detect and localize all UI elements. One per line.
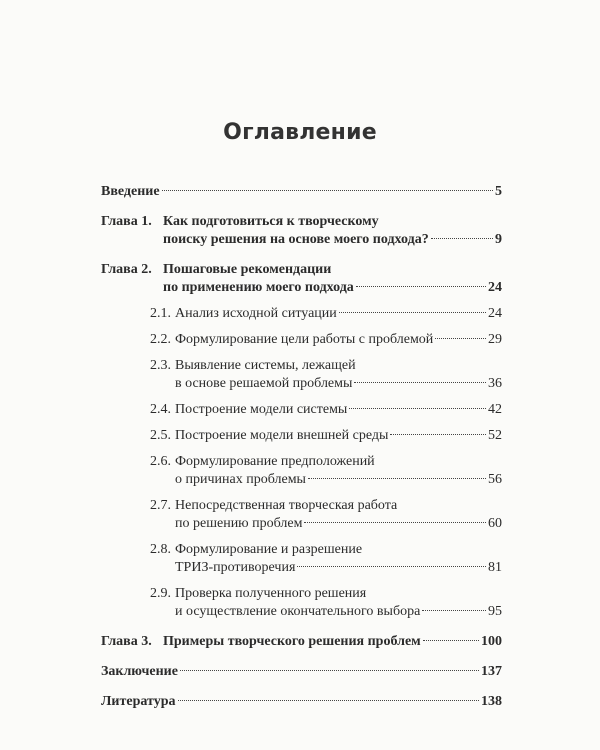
toc-page-number: 5 [495, 184, 502, 199]
toc-entry-section-2-3[interactable] [101, 357, 502, 393]
toc-entry-section-2-4[interactable] [101, 401, 502, 419]
toc-entry-chapter-3[interactable] [101, 633, 502, 651]
toc-entry-section-2-5[interactable] [101, 427, 502, 445]
toc-entry-title-line2: ТРИЗ-противоречия [175, 560, 296, 575]
toc-page-number: 24 [488, 280, 502, 295]
section-number: 2.2. [150, 332, 171, 347]
chapter-number: Глава 2. [101, 262, 152, 277]
toc-entry-title-line2: в основе решаемой проблемы [175, 376, 353, 391]
toc-entry-title: Построение модели внешней среды [175, 428, 389, 443]
toc-entry-section-2-8[interactable] [101, 541, 502, 577]
toc-entry-section-2-1[interactable] [101, 305, 502, 323]
toc-page-number: 81 [488, 560, 502, 575]
dot-leader [423, 640, 479, 641]
section-number: 2.5. [150, 428, 171, 443]
toc-page-number: 56 [488, 472, 502, 487]
table-of-contents [101, 183, 502, 711]
toc-page-number: 29 [488, 332, 502, 347]
dot-leader [180, 670, 479, 671]
toc-entry-title: Формулирование цели работы с проблемой [175, 332, 434, 347]
toc-entry-title-line1: Как подготовиться к творческому [163, 214, 379, 229]
dot-leader [178, 700, 480, 701]
toc-entry-title-line1: Непосредственная творческая работа [175, 498, 398, 513]
toc-entry-title-line1: Пошаговые рекомендации [163, 262, 332, 277]
toc-entry-title-line1: Формулирование и разрешение [175, 542, 363, 557]
dot-leader [297, 566, 486, 567]
toc-entry-title-line2: и осуществление окончательного выбора [175, 604, 421, 619]
toc-entry-title: Введение [101, 184, 160, 199]
toc-entry-section-2-7[interactable] [101, 497, 502, 533]
toc-entry-title: Построение модели системы [175, 402, 348, 417]
dot-leader [304, 522, 486, 523]
dot-leader [339, 312, 486, 313]
toc-page-number: 24 [488, 306, 502, 321]
dot-leader [431, 238, 493, 239]
dot-leader [356, 286, 486, 287]
section-number: 2.7. [150, 498, 171, 513]
section-number: 2.6. [150, 454, 171, 469]
toc-entry-conclusion[interactable] [101, 663, 502, 681]
section-number: 2.3. [150, 358, 171, 373]
toc-entry-chapter-1[interactable] [101, 213, 502, 249]
toc-entry-title: Литература [101, 694, 176, 709]
toc-entry-section-2-6[interactable] [101, 453, 502, 489]
toc-entry-section-2-2[interactable] [101, 331, 502, 349]
toc-entry-title: Примеры творческого решения проблем [163, 634, 421, 649]
toc-page-number: 60 [488, 516, 502, 531]
toc-entry-title-line2: по решению проблем [175, 516, 303, 531]
dot-leader [349, 408, 486, 409]
toc-page-number: 100 [481, 634, 502, 649]
dot-leader [390, 434, 486, 435]
dot-leader [435, 338, 486, 339]
toc-page-number: 52 [488, 428, 502, 443]
section-number: 2.9. [150, 586, 171, 601]
toc-entry-title-line2: по применению моего подхода [163, 280, 354, 295]
toc-entry-intro[interactable] [101, 183, 502, 201]
toc-page-number: 137 [481, 664, 502, 679]
toc-entry-title-line1: Проверка полученного решения [175, 586, 367, 601]
toc-entry-title: Анализ исходной ситуации [175, 306, 337, 321]
dot-leader [162, 190, 493, 191]
chapter-number: Глава 1. [101, 214, 152, 229]
toc-page-number: 42 [488, 402, 502, 417]
toc-entry-title-line1: Формулирование предположений [175, 454, 375, 469]
toc-entry-title-line1: Выявление системы, лежащей [175, 358, 356, 373]
section-number: 2.1. [150, 306, 171, 321]
chapter-number: Глава 3. [101, 634, 152, 649]
dot-leader [354, 382, 486, 383]
toc-entry-title: Заключение [101, 664, 178, 679]
toc-page-number: 36 [488, 376, 502, 391]
page-title: Оглавление [223, 120, 377, 145]
toc-entry-section-2-9[interactable] [101, 585, 502, 621]
section-number: 2.8. [150, 542, 171, 557]
toc-entry-title-line2: о причинах проблемы [175, 472, 306, 487]
toc-entry-title-line2: поиску решения на основе моего подхода? [163, 232, 429, 247]
dot-leader [422, 610, 486, 611]
toc-page-number: 9 [495, 232, 502, 247]
toc-entry-literature[interactable] [101, 693, 502, 711]
toc-entry-chapter-2[interactable] [101, 261, 502, 297]
toc-page-number: 138 [481, 694, 502, 709]
section-number: 2.4. [150, 402, 171, 417]
toc-page-number: 95 [488, 604, 502, 619]
dot-leader [308, 478, 486, 479]
